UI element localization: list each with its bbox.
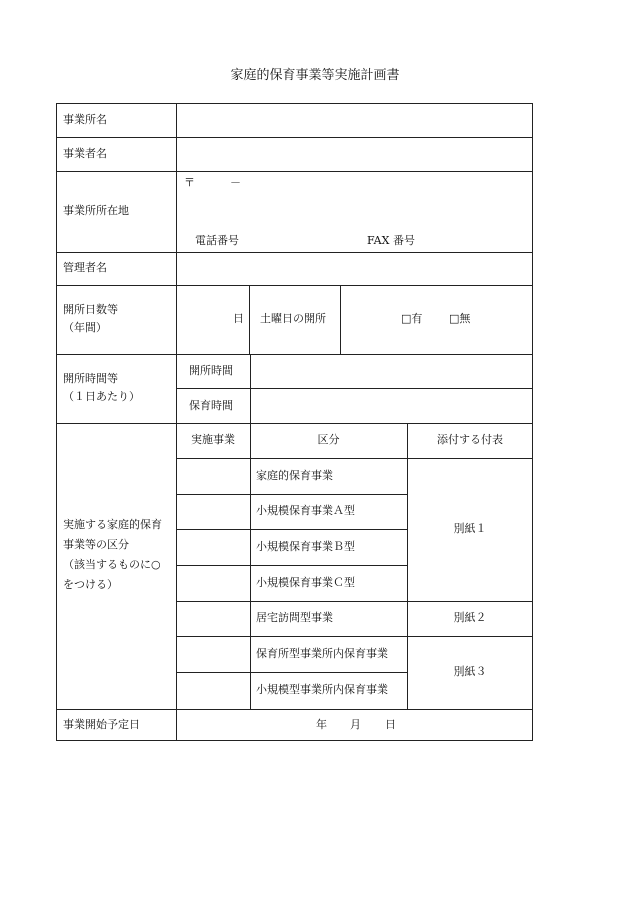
- row-divider: [176, 565, 407, 566]
- category-label-line-1: 実施する家庭的保育: [63, 518, 162, 531]
- cell-divider: [340, 285, 341, 354]
- row-divider: [56, 423, 533, 424]
- category-item: 小規模保育事業Ｃ型: [256, 576, 355, 589]
- cell-divider: [249, 285, 250, 354]
- open-hours-label: 開所時間: [189, 364, 233, 377]
- care-hours-label: 保育時間: [189, 399, 233, 412]
- category-label-line-3: （該当するものに○: [63, 558, 161, 571]
- hours-label: 開所時間等: [63, 372, 118, 385]
- label-column-divider: [176, 103, 177, 741]
- row-divider: [56, 709, 533, 710]
- document-title: 家庭的保育事業等実施計画書: [230, 68, 400, 83]
- attachment-3: 別紙３: [453, 665, 487, 678]
- saturday-label: 土曜日の開所: [260, 312, 326, 325]
- start-year-unit: 年: [316, 718, 327, 731]
- row-divider: [176, 672, 407, 673]
- row-divider: [176, 388, 533, 389]
- category-item: 小規模型事業所内保育事業: [256, 683, 388, 696]
- row-divider: [176, 636, 533, 637]
- row-divider: [56, 171, 533, 172]
- attachment-1: 別紙１: [453, 522, 487, 535]
- office-address-label: 事業所所在地: [63, 204, 129, 217]
- start-date-label: 事業開始予定日: [63, 718, 140, 731]
- category-item: 家庭的保育事業: [256, 469, 333, 482]
- operator-name-label: 事業者名: [63, 147, 107, 160]
- row-divider: [56, 285, 533, 286]
- header-attachment: 添付する付表: [437, 433, 503, 446]
- category-label-line-4: をつける）: [63, 578, 118, 591]
- row-divider: [56, 354, 533, 355]
- phone-label: 電話番号: [195, 234, 239, 247]
- category-label-line-2: 事業等の区分: [63, 538, 129, 551]
- row-divider: [56, 252, 533, 253]
- row-divider: [176, 529, 407, 530]
- manager-name-label: 管理者名: [63, 261, 107, 274]
- open-days-label: 開所日数等: [63, 303, 118, 316]
- category-item: 小規模保育事業Ａ型: [256, 504, 355, 517]
- category-item: 保育所型事業所内保育事業: [256, 647, 388, 660]
- saturday-yes-checkbox[interactable]: □有: [401, 312, 423, 325]
- day-unit: 日: [233, 312, 244, 325]
- office-name-label: 事業所名: [63, 113, 107, 126]
- header-implemented: 実施事業: [191, 433, 235, 446]
- cell-divider: [250, 354, 251, 423]
- cell-divider: [250, 423, 251, 709]
- row-divider: [176, 494, 407, 495]
- attachment-2: 別紙２: [453, 611, 487, 624]
- postal-dash: －: [230, 176, 241, 189]
- start-day-unit: 日: [385, 718, 396, 731]
- postal-mark: 〒: [184, 176, 195, 189]
- category-item: 小規模保育事業Ｂ型: [256, 540, 355, 553]
- row-divider: [176, 458, 533, 459]
- fax-label: FAX 番号: [367, 234, 415, 247]
- row-divider: [56, 137, 533, 138]
- saturday-no-checkbox[interactable]: □無: [449, 312, 471, 325]
- start-month-unit: 月: [350, 718, 361, 731]
- open-days-sub-label: （年間）: [63, 321, 107, 334]
- category-item: 居宅訪問型事業: [256, 611, 333, 624]
- header-category: 区分: [317, 433, 340, 446]
- hours-sub-label: （１日あたり）: [63, 390, 140, 403]
- row-divider: [176, 601, 533, 602]
